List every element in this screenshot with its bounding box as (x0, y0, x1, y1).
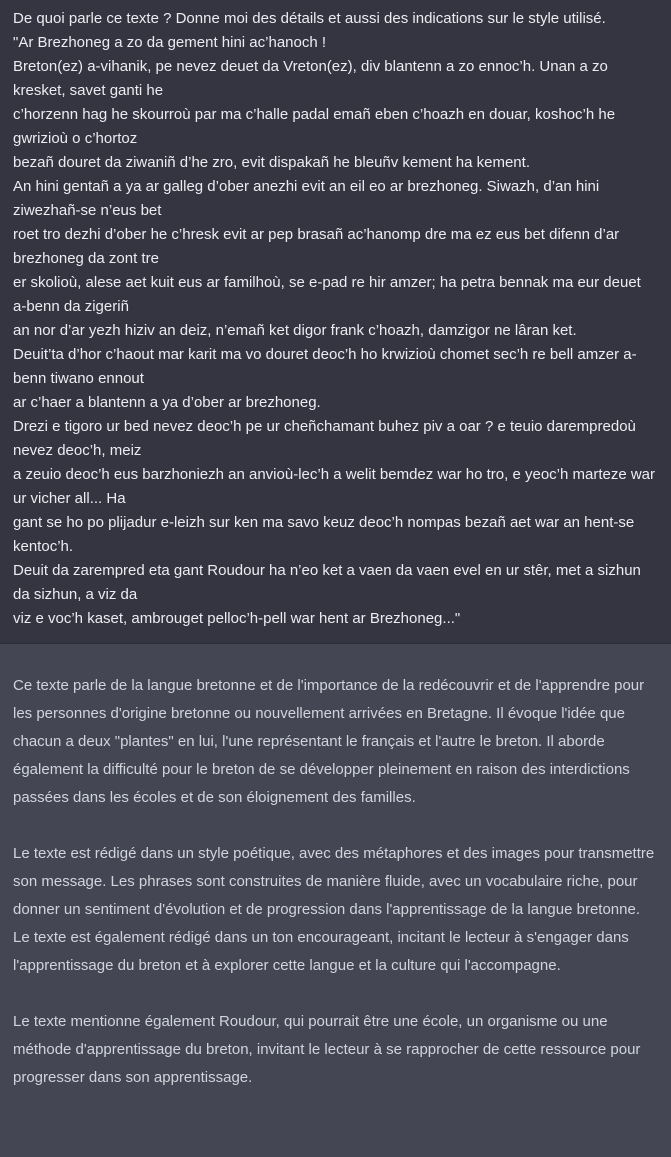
user-message-line: c’horzenn hag he skourroù par ma c’halle padal emañ eben c’hoazh en douar, koshoc’h he gwrizioù o c’hortoz (13, 106, 616, 147)
user-message-line: a zeuio deoc’h eus barzhoniezh an anvioù-lec’h a welit bemdez war ho tro, e yeoc’h marteze war ur vicher all... Ha (13, 466, 656, 507)
assistant-paragraph-style: Le texte est rédigé dans un style poétique, avec des métaphores et des images pour transmettre son message. Les phrases sont construites de manière fluide, avec un vocabulaire riche, pour donner un sentiment d'évolution et de progression dans l'apprentissage de la langue bretonne. Le texte est également rédigé dans un ton encourageant, incitant le lecteur à s'engager dans l'apprentissage du breton et à explorer cette langue et la culture qui l'accompagne. (13, 845, 655, 974)
user-message-line: An hini gentañ a ya ar galleg d’ober anezhi evit an eil eo ar brezhoneg. Siwazh, d’an hini ziwezhañ-se n’eus bet (13, 178, 600, 219)
user-message-line: Deuit da zarempred eta gant Roudour ha n’eo ket a vaen da vaen evel en ur stêr, met a sizhun da sizhun, a viz da (13, 562, 641, 603)
assistant-paragraph-roudour: Le texte mentionne également Roudour, qui pourrait être une école, un organisme ou une méthode d'apprentissage du breton, invitant le lecteur à se rapprocher de cette ressource pour progresser dans son apprentissage. (13, 1013, 641, 1086)
assistant-message (0, 644, 671, 1112)
assistant-paragraph-summary: Ce texte parle de la langue bretonne et de l'importance de la redécouvrir et de l'apprendre pour les personnes d'origine bretonne ou nouvellement arrivées en Bretagne. Il évoque l'idée que chacun a deux "plantes" en lui, l'une représentant le français et l'autre le breton. Il aborde également la difficulté pour le breton de se développer pleinement en raison des interdictions passées dans les écoles et de son éloignement des familles. (13, 677, 645, 806)
user-message-line: Breton(ez) a-vihanik, pe nevez deuet da Vreton(ez), div blantenn a zo ennoc’h. Unan a zo kresket, savet ganti he (13, 58, 608, 99)
user-message-line: viz e voc’h kaset, ambrouget pelloc’h-pell war hent ar Brezhoneg..." (13, 610, 461, 627)
user-message-line: De quoi parle ce texte ? Donne moi des détails et aussi des indications sur le style utilisé. (13, 10, 606, 27)
user-message-line: er skolioù, alese aet kuit eus ar familhoù, se e-pad re hir amzer; ha petra bennak ma eur deuet a-benn da zigeriñ (13, 274, 641, 315)
user-message-line: Drezi e tigoro ur bed nevez deoc’h pe ur cheñchamant buhez piv a oar ? e teuio darempredoù nevez deoc’h, meiz (13, 418, 636, 459)
user-message-line: Deuit’ta d’hor c’haout mar karit ma vo douret deoc’h ho krwizioù chomet sec’h re bell amzer a-benn tiwano ennout (13, 346, 637, 387)
user-message-line: ar c’haer a blantenn a ya d’ober ar brezhoneg. (13, 394, 321, 411)
user-message-line: gant se ho po plijadur e-leizh sur ken ma savo keuz deoc’h nompas bezañ aet war an hent-se kentoc’h. (13, 514, 635, 555)
user-message-line: bezañ douret da ziwaniñ d’he zro, evit dispakañ he bleuñv kement ha kement. (13, 154, 530, 171)
user-message-line: roet tro dezhi d’ober he c’hresk evit ar pep brasañ ac’hanomp dre ma ez eus bet difenn d’ar brezhoneg da zont tre (13, 226, 620, 267)
user-message-line: "Ar Brezhoneg a zo da gement hini ac’hanoch ! (13, 34, 327, 51)
user-message-line: an nor d’ar yezh hiziv an deiz, n’emañ ket digor frank c’hoazh, damzigor ne lâran ket. (13, 322, 577, 339)
